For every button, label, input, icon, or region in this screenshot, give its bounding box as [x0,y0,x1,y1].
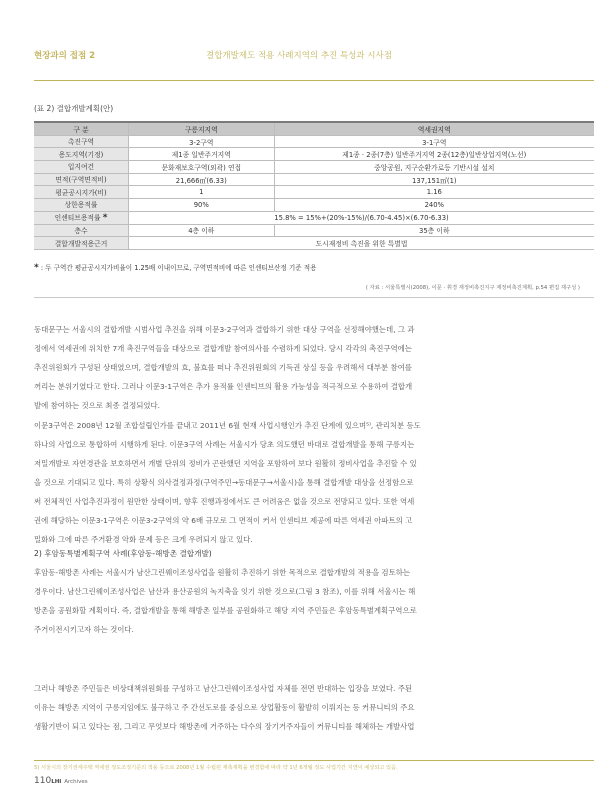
table-row [34,199,594,212]
cell-station: 1.16 [274,186,594,199]
cell-merged: 도시재정비 촉진을 위한 특별법 [129,237,595,250]
section-label: 현장과의 접점 2 [34,51,96,61]
body-paragraph: 동대문구는 서울시의 결합개발 시범사업 추진을 위해 이문3-2구역과 결합하기 위한 대상 구역을 선정해야했는데, 그 과 정에서 역세권에 위치한 7개 촉진구역들을 대상으로 결합개발 참여의사를 수렴하게 되었다. 당시 각각의 촉진구역에는 추진위원회가 구성된 상태였으며, 결합개발의 효, 불효를 떠나 추진위원회의 기득권 상실 등을 우려해서 대부분 참여를 꺼리는 분위기였다고 한다. 그러나 이문3-1구역은 추가 용적률 인센티브의 활용 가능성을 적극적으로 수용하여 결합개 발에 참여하는 것으로 최종 결정되었다. [34,325,415,410]
combined-development-table [34,123,594,250]
running-title: 결합개발제도 적용 사례지역의 추진 특성과 시사점 [206,51,392,61]
table-row [34,186,594,199]
cell-hillside: 제1종 일반주거지역 [129,148,275,161]
journal-name: Archives [64,779,88,785]
page-folio [34,776,88,786]
cell-station: 240% [274,199,594,212]
table-header-row [34,123,594,135]
col-header-category: 구 분 [34,123,129,135]
table-row [34,135,594,148]
cell-station: 3-1구역 [274,135,594,148]
asterisk-mark: * [102,213,108,224]
page-number: 110 [34,776,52,786]
cell-hillside: 21,666㎡(6.33) [129,173,275,186]
body-paragraph: 후암동-해방촌 사례는 서울시가 남산그린웨이조성사업을 원활히 추진하기 위한 목적으로 결합개발의 적용을 검토하는 경우이다. 남산그린웨이조성사업은 남산과 용산공원의 녹지축을 잇기 위한 것으로(그림 3 참조), 이를 위해 서울시는 해 방촌을 공원화할 계획이다. 즉, 결합개발을 통해 해방촌 일부를 공원화하고 해당 지역 주민들은 후암동특별계획구역으로 주거이전시키고자 하는 것이다. [34,568,417,634]
cell-hillside: 1 [129,186,275,199]
cell-station: 137,151㎡(1) [274,173,594,186]
cell-station: 35층 이하 [274,224,594,237]
table-row [34,224,594,237]
cell-hillside: 4층 이하 [129,224,275,237]
row-label: 인센티브용적률 * [34,211,129,224]
footnote-rule [34,760,594,761]
row-label: 입지여건 [34,161,129,174]
table-row [34,161,594,174]
col-header-hillside: 구릉지지역 [129,123,275,135]
row-label: 결합개발적용근거 [34,237,129,250]
cell-merged: 15.8% = 15%+(20%-15%)/(6.70-4.45)×(6.70-6.33) [129,211,595,224]
table-row [34,148,594,161]
table-row [34,237,594,250]
row-label: 촉진구역 [34,135,129,148]
body-paragraph: 이문3구역은 2008년 12월 조합설립인가를 끝내고 2011년 6월 현재 사업시행인가 추진 단계에 있으며⁵⁾, 관리처분 등도 하나의 사업으로 통합하여 시행하게 된다. 이문3구역 사례는 서울시가 당초 의도했던 바대로 결합개발을 통해 구릉지는 저밀개발로 자연경관을 보호하면서 개별 단위의 정비가 곤란했던 지역을 포함하여 보다 원활히 정비사업을 추진할 수 있 을 것으로 기대되고 있다. 특히 상황식 의사결정과정(구역주민→동대문구→서울시)을 통해 결합개발 대상을 선정함으로 써 전체적인 사업추진과정이 원만한 상태이며, 향후 진행과정에서도 큰 어려움은 없을 것으로 전망되고 있다. 또한 역세 권에 해당하는 이문3-1구역은 이문3-2구역의 약 6배 규모로 그 면적이 커서 인센티브 제공에 따른 역세권 아파트의 고 밀화와 그에 따른 주거환경 악화 문제 등은 크게 우려되지 않고 있다. [34,421,421,544]
asterisk-mark: * [34,263,39,273]
row-label: 상한용적률 [34,199,129,212]
subsection-heading: 2) 후암동특별계획구역 사례(후암동-해방촌 결합개발) [34,549,212,558]
table-source: ( 자료 : 서울특별시(2008), 이문 · 휘경 재정비촉진지구 재정비촉진계획, p.54 편집 재구성 ) [365,285,580,291]
row-label: 면적(구역면적비) [34,173,129,186]
row-label: 층수 [34,224,129,237]
table-row [34,173,594,186]
cell-hillside: 3-2구역 [129,135,275,148]
footnote: 5) 서울시의 장기전세주택 역세권 정도조정기준의 적용 등으로 2008년 1월 수립된 재촉계획을 변경함에 따라 약 1년 6개월 정도 사업기간 지연이 예상되고 있음. [34,765,398,771]
cell-station: 제1종 · 2종(7층) 일반주거지역 2종(12층)일반상업지역(노선) [274,148,594,161]
col-header-station: 역세권지역 [274,123,594,135]
table-row [34,211,594,224]
cell-station: 중앙공원, 지구순환가로등 기반시설 설치 [274,161,594,174]
running-header [34,49,594,63]
body-paragraph: 그러나 해방촌 주민들은 비상대책위원회를 구성하고 남산그린웨이조성사업 자체를 전면 반대하는 입장을 보였다. 주된 이유는 해방촌 지역이 구릉지임에도 불구하고 주 간선도로를 중심으로 상업활동이 활발히 이뤄지는 등 커뮤니티의 주요 생활기반이 되고 있다는 점, 그리고 무엇보다 해방촌에 거주하는 다수의 장기거주자들이 커뮤니티를 해체하는 개발사업 [34,684,415,731]
table-bottom-rule [34,297,594,298]
cell-hillside: 문화재보호구역(외곽) 연접 [129,161,275,174]
journal-brand: LHI [51,779,62,785]
table-note: * : 두 구역간 평균공시지가비율이 1.25배 이내이므로, 구역면적비에 따른 인센티브산정 기준 적용 [34,263,317,273]
header-rule [34,80,594,81]
cell-hillside: 90% [129,199,275,212]
row-label: 용도지역(기정) [34,148,129,161]
row-label: 평균공시지가(비) [34,186,129,199]
table-caption: (표 2) 결합개발계획(안) [34,104,114,113]
